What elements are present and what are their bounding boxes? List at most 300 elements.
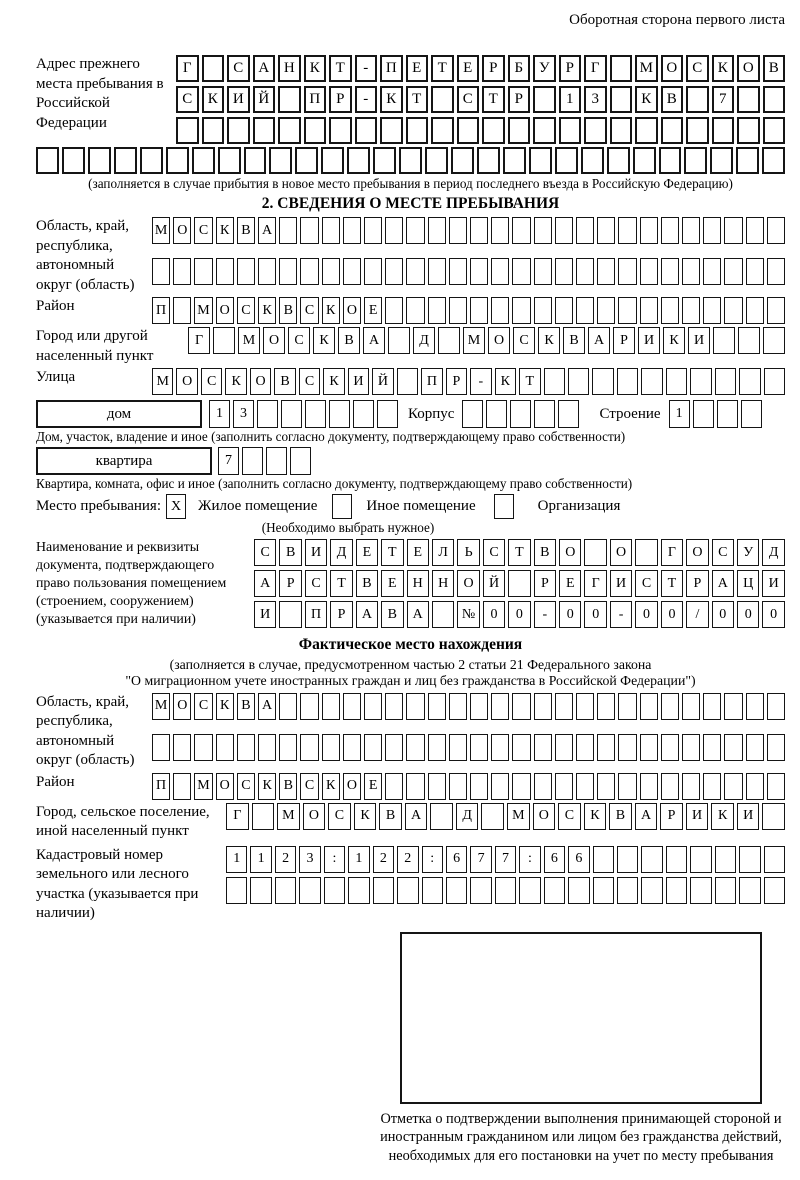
char-box[interactable]: [491, 773, 509, 800]
char-box[interactable]: [682, 693, 700, 720]
char-box[interactable]: [114, 147, 137, 174]
char-box[interactable]: С: [300, 297, 318, 324]
char-box[interactable]: [406, 217, 424, 244]
char-box[interactable]: [703, 734, 721, 761]
char-box[interactable]: М: [152, 217, 170, 244]
char-box[interactable]: [534, 400, 555, 428]
char-box[interactable]: А: [356, 601, 378, 628]
char-box[interactable]: [491, 297, 509, 324]
char-box[interactable]: [739, 846, 760, 873]
char-box[interactable]: О: [488, 327, 510, 354]
char-box[interactable]: [746, 734, 764, 761]
char-box[interactable]: [430, 803, 453, 830]
char-box[interactable]: [406, 693, 424, 720]
stay-type-checkbox-residential[interactable]: X: [166, 494, 186, 519]
char-box[interactable]: [300, 258, 318, 285]
char-box[interactable]: [666, 877, 687, 904]
char-box[interactable]: [724, 217, 742, 244]
char-box[interactable]: 2: [275, 846, 296, 873]
char-box[interactable]: [641, 846, 662, 873]
char-box[interactable]: [659, 147, 682, 174]
char-box[interactable]: Р: [613, 327, 635, 354]
char-box[interactable]: О: [686, 539, 708, 566]
char-box[interactable]: [576, 297, 594, 324]
char-box[interactable]: В: [381, 601, 403, 628]
char-box[interactable]: Т: [519, 368, 540, 395]
char-box[interactable]: [767, 773, 785, 800]
char-box[interactable]: [610, 86, 633, 113]
char-box[interactable]: [449, 258, 467, 285]
char-box[interactable]: А: [254, 570, 276, 597]
char-box[interactable]: Е: [406, 55, 429, 82]
char-box[interactable]: [661, 258, 679, 285]
char-box[interactable]: [593, 846, 614, 873]
char-box[interactable]: [576, 693, 594, 720]
char-box[interactable]: И: [688, 327, 710, 354]
char-box[interactable]: [173, 734, 191, 761]
char-box[interactable]: [377, 400, 398, 428]
char-box[interactable]: И: [610, 570, 632, 597]
char-box[interactable]: [661, 117, 684, 144]
char-box[interactable]: [682, 734, 700, 761]
house-type-box[interactable]: дом: [36, 400, 202, 428]
char-box[interactable]: [269, 147, 292, 174]
char-box[interactable]: [703, 773, 721, 800]
char-box[interactable]: 7: [218, 447, 239, 475]
char-box[interactable]: Д: [413, 327, 435, 354]
char-box[interactable]: [279, 693, 297, 720]
char-box[interactable]: [300, 734, 318, 761]
char-box[interactable]: [470, 734, 488, 761]
char-box[interactable]: В: [379, 803, 402, 830]
char-box[interactable]: С: [328, 803, 351, 830]
char-box[interactable]: [88, 147, 111, 174]
char-box[interactable]: [640, 773, 658, 800]
char-box[interactable]: [385, 217, 403, 244]
char-box[interactable]: [640, 297, 658, 324]
char-box[interactable]: [597, 693, 615, 720]
char-box[interactable]: 3: [584, 86, 607, 113]
char-box[interactable]: [449, 217, 467, 244]
char-box[interactable]: Ц: [737, 570, 759, 597]
char-box[interactable]: [763, 117, 786, 144]
char-box[interactable]: [610, 117, 633, 144]
char-box[interactable]: [724, 734, 742, 761]
char-box[interactable]: С: [635, 570, 657, 597]
char-box[interactable]: М: [635, 55, 658, 82]
char-box[interactable]: Й: [253, 86, 276, 113]
char-box[interactable]: [581, 147, 604, 174]
char-box[interactable]: [449, 734, 467, 761]
char-box[interactable]: [449, 693, 467, 720]
char-box[interactable]: [226, 877, 247, 904]
char-box[interactable]: М: [463, 327, 485, 354]
char-box[interactable]: /: [686, 601, 708, 628]
char-box[interactable]: 6: [568, 846, 589, 873]
char-box[interactable]: [397, 368, 418, 395]
char-box[interactable]: [428, 773, 446, 800]
char-box[interactable]: [470, 773, 488, 800]
char-box[interactable]: [617, 846, 638, 873]
char-box[interactable]: К: [216, 217, 234, 244]
char-box[interactable]: 3: [233, 400, 254, 428]
char-box[interactable]: [329, 400, 350, 428]
char-box[interactable]: [703, 297, 721, 324]
char-box[interactable]: [661, 297, 679, 324]
char-box[interactable]: Е: [407, 539, 429, 566]
char-box[interactable]: 0: [635, 601, 657, 628]
char-box[interactable]: [533, 86, 556, 113]
char-box[interactable]: -: [470, 368, 491, 395]
char-box[interactable]: [724, 773, 742, 800]
char-box[interactable]: [534, 258, 552, 285]
char-box[interactable]: [558, 400, 579, 428]
char-box[interactable]: Р: [279, 570, 301, 597]
char-box[interactable]: [406, 258, 424, 285]
char-box[interactable]: С: [194, 693, 212, 720]
char-box[interactable]: [385, 734, 403, 761]
char-box[interactable]: 0: [661, 601, 683, 628]
char-box[interactable]: [686, 117, 709, 144]
char-box[interactable]: [767, 217, 785, 244]
char-box[interactable]: [641, 368, 662, 395]
char-box[interactable]: К: [495, 368, 516, 395]
char-box[interactable]: [470, 258, 488, 285]
char-box[interactable]: [495, 877, 516, 904]
char-box[interactable]: К: [584, 803, 607, 830]
char-box[interactable]: 0: [584, 601, 606, 628]
char-box[interactable]: [618, 773, 636, 800]
char-box[interactable]: [635, 539, 657, 566]
char-box[interactable]: [618, 693, 636, 720]
char-box[interactable]: О: [173, 693, 191, 720]
char-box[interactable]: К: [202, 86, 225, 113]
char-box[interactable]: -: [355, 86, 378, 113]
char-box[interactable]: [278, 117, 301, 144]
char-box[interactable]: [406, 773, 424, 800]
char-box[interactable]: [213, 327, 235, 354]
char-box[interactable]: Е: [364, 297, 382, 324]
char-box[interactable]: [533, 117, 556, 144]
char-box[interactable]: [661, 734, 679, 761]
char-box[interactable]: О: [250, 368, 271, 395]
char-box[interactable]: [216, 258, 234, 285]
char-box[interactable]: [173, 773, 191, 800]
char-box[interactable]: Г: [584, 570, 606, 597]
char-box[interactable]: [449, 773, 467, 800]
char-box[interactable]: 0: [737, 601, 759, 628]
char-box[interactable]: [576, 258, 594, 285]
char-box[interactable]: М: [277, 803, 300, 830]
char-box[interactable]: [373, 877, 394, 904]
char-box[interactable]: [438, 327, 460, 354]
char-box[interactable]: [555, 773, 573, 800]
char-box[interactable]: [512, 297, 530, 324]
char-box[interactable]: [576, 734, 594, 761]
char-box[interactable]: [666, 846, 687, 873]
stay-type-checkbox-other[interactable]: [332, 494, 352, 519]
char-box[interactable]: Б: [508, 55, 531, 82]
char-box[interactable]: К: [538, 327, 560, 354]
char-box[interactable]: [510, 400, 531, 428]
char-box[interactable]: [724, 258, 742, 285]
char-box[interactable]: Т: [431, 55, 454, 82]
char-box[interactable]: Г: [584, 55, 607, 82]
char-box[interactable]: С: [254, 539, 276, 566]
char-box[interactable]: [477, 147, 500, 174]
char-box[interactable]: 1: [250, 846, 271, 873]
char-box[interactable]: [512, 258, 530, 285]
char-box[interactable]: А: [253, 55, 276, 82]
char-box[interactable]: Й: [372, 368, 393, 395]
char-box[interactable]: П: [304, 86, 327, 113]
char-box[interactable]: [406, 117, 429, 144]
char-box[interactable]: И: [305, 539, 327, 566]
char-box[interactable]: А: [258, 217, 276, 244]
char-box[interactable]: [364, 258, 382, 285]
char-box[interactable]: Т: [661, 570, 683, 597]
char-box[interactable]: С: [237, 297, 255, 324]
char-box[interactable]: 1: [348, 846, 369, 873]
char-box[interactable]: Г: [226, 803, 249, 830]
char-box[interactable]: О: [737, 55, 760, 82]
char-box[interactable]: Т: [482, 86, 505, 113]
char-box[interactable]: [764, 368, 785, 395]
char-box[interactable]: [385, 693, 403, 720]
char-box[interactable]: [508, 570, 530, 597]
char-box[interactable]: [422, 877, 443, 904]
char-box[interactable]: [491, 734, 509, 761]
char-box[interactable]: [355, 117, 378, 144]
char-box[interactable]: [597, 217, 615, 244]
char-box[interactable]: П: [421, 368, 442, 395]
char-box[interactable]: 0: [762, 601, 784, 628]
char-box[interactable]: М: [507, 803, 530, 830]
char-box[interactable]: М: [194, 773, 212, 800]
char-box[interactable]: В: [661, 86, 684, 113]
char-box[interactable]: Г: [661, 539, 683, 566]
char-box[interactable]: [491, 693, 509, 720]
char-box[interactable]: [218, 147, 241, 174]
char-box[interactable]: [529, 147, 552, 174]
char-box[interactable]: В: [279, 539, 301, 566]
char-box[interactable]: Р: [660, 803, 683, 830]
char-box[interactable]: [462, 400, 483, 428]
char-box[interactable]: [512, 217, 530, 244]
char-box[interactable]: [555, 258, 573, 285]
char-box[interactable]: 6: [544, 846, 565, 873]
char-box[interactable]: О: [343, 773, 361, 800]
char-box[interactable]: [244, 147, 267, 174]
char-box[interactable]: [512, 734, 530, 761]
char-box[interactable]: А: [258, 693, 276, 720]
char-box[interactable]: [380, 117, 403, 144]
char-box[interactable]: А: [712, 570, 734, 597]
char-box[interactable]: [406, 297, 424, 324]
char-box[interactable]: 1: [226, 846, 247, 873]
char-box[interactable]: [388, 327, 410, 354]
char-box[interactable]: [559, 117, 582, 144]
char-box[interactable]: [216, 734, 234, 761]
char-box[interactable]: [279, 217, 297, 244]
char-box[interactable]: [544, 368, 565, 395]
char-box[interactable]: [661, 773, 679, 800]
char-box[interactable]: [640, 693, 658, 720]
char-box[interactable]: [152, 258, 170, 285]
char-box[interactable]: -: [355, 55, 378, 82]
char-box[interactable]: :: [422, 846, 443, 873]
char-box[interactable]: [534, 773, 552, 800]
char-box[interactable]: [491, 217, 509, 244]
char-box[interactable]: Р: [508, 86, 531, 113]
char-box[interactable]: [406, 734, 424, 761]
char-box[interactable]: [661, 693, 679, 720]
char-box[interactable]: С: [201, 368, 222, 395]
char-box[interactable]: [666, 368, 687, 395]
char-box[interactable]: [534, 734, 552, 761]
char-box[interactable]: Д: [762, 539, 784, 566]
char-box[interactable]: [322, 258, 340, 285]
char-box[interactable]: С: [483, 539, 505, 566]
char-box[interactable]: 1: [669, 400, 690, 428]
char-box[interactable]: [710, 147, 733, 174]
char-box[interactable]: [618, 734, 636, 761]
char-box[interactable]: С: [712, 539, 734, 566]
char-box[interactable]: [519, 877, 540, 904]
char-box[interactable]: М: [152, 693, 170, 720]
char-box[interactable]: О: [303, 803, 326, 830]
char-box[interactable]: И: [254, 601, 276, 628]
char-box[interactable]: [640, 217, 658, 244]
char-box[interactable]: А: [363, 327, 385, 354]
char-box[interactable]: [290, 447, 311, 475]
char-box[interactable]: [584, 117, 607, 144]
char-box[interactable]: [425, 147, 448, 174]
char-box[interactable]: 0: [712, 601, 734, 628]
char-box[interactable]: С: [194, 217, 212, 244]
char-box[interactable]: Ь: [457, 539, 479, 566]
char-box[interactable]: [739, 368, 760, 395]
char-box[interactable]: [635, 117, 658, 144]
char-box[interactable]: [690, 877, 711, 904]
char-box[interactable]: Й: [483, 570, 505, 597]
char-box[interactable]: [428, 217, 446, 244]
char-box[interactable]: [278, 86, 301, 113]
char-box[interactable]: [275, 877, 296, 904]
char-box[interactable]: [257, 400, 278, 428]
char-box[interactable]: Г: [176, 55, 199, 82]
char-box[interactable]: А: [588, 327, 610, 354]
char-box[interactable]: С: [237, 773, 255, 800]
char-box[interactable]: И: [686, 803, 709, 830]
char-box[interactable]: [555, 147, 578, 174]
char-box[interactable]: О: [533, 803, 556, 830]
char-box[interactable]: [451, 147, 474, 174]
char-box[interactable]: [686, 86, 709, 113]
char-box[interactable]: [322, 734, 340, 761]
char-box[interactable]: [491, 258, 509, 285]
char-box[interactable]: [661, 217, 679, 244]
char-box[interactable]: [741, 400, 762, 428]
char-box[interactable]: К: [313, 327, 335, 354]
char-box[interactable]: [555, 217, 573, 244]
char-box[interactable]: [36, 147, 59, 174]
char-box[interactable]: К: [354, 803, 377, 830]
char-box[interactable]: К: [635, 86, 658, 113]
char-box[interactable]: С: [305, 570, 327, 597]
char-box[interactable]: [343, 734, 361, 761]
char-box[interactable]: Т: [508, 539, 530, 566]
char-box[interactable]: К: [322, 773, 340, 800]
char-box[interactable]: Е: [381, 570, 403, 597]
char-box[interactable]: И: [762, 570, 784, 597]
char-box[interactable]: [555, 693, 573, 720]
char-box[interactable]: [592, 368, 613, 395]
char-box[interactable]: [173, 297, 191, 324]
char-box[interactable]: №: [457, 601, 479, 628]
char-box[interactable]: 1: [559, 86, 582, 113]
char-box[interactable]: 0: [508, 601, 530, 628]
char-box[interactable]: [555, 297, 573, 324]
char-box[interactable]: Д: [330, 539, 352, 566]
char-box[interactable]: В: [763, 55, 786, 82]
char-box[interactable]: 1: [209, 400, 230, 428]
char-box[interactable]: [385, 773, 403, 800]
char-box[interactable]: [568, 368, 589, 395]
char-box[interactable]: [373, 147, 396, 174]
char-box[interactable]: И: [348, 368, 369, 395]
char-box[interactable]: [767, 297, 785, 324]
char-box[interactable]: К: [258, 297, 276, 324]
char-box[interactable]: 2: [373, 846, 394, 873]
char-box[interactable]: [321, 147, 344, 174]
char-box[interactable]: [576, 217, 594, 244]
char-box[interactable]: [712, 117, 735, 144]
char-box[interactable]: [237, 258, 255, 285]
char-box[interactable]: [364, 734, 382, 761]
char-box[interactable]: К: [712, 55, 735, 82]
char-box[interactable]: [762, 803, 785, 830]
char-box[interactable]: [512, 773, 530, 800]
char-box[interactable]: [446, 877, 467, 904]
char-box[interactable]: Е: [364, 773, 382, 800]
char-box[interactable]: М: [152, 368, 173, 395]
char-box[interactable]: П: [305, 601, 327, 628]
char-box[interactable]: [364, 693, 382, 720]
char-box[interactable]: 7: [712, 86, 735, 113]
char-box[interactable]: [385, 258, 403, 285]
char-box[interactable]: Т: [329, 55, 352, 82]
char-box[interactable]: В: [274, 368, 295, 395]
char-box[interactable]: О: [610, 539, 632, 566]
char-box[interactable]: П: [380, 55, 403, 82]
char-box[interactable]: О: [661, 55, 684, 82]
char-box[interactable]: [617, 368, 638, 395]
char-box[interactable]: [584, 539, 606, 566]
char-box[interactable]: К: [322, 297, 340, 324]
char-box[interactable]: [682, 217, 700, 244]
char-box[interactable]: [618, 258, 636, 285]
char-box[interactable]: [618, 297, 636, 324]
char-box[interactable]: Р: [482, 55, 505, 82]
char-box[interactable]: К: [323, 368, 344, 395]
char-box[interactable]: [703, 258, 721, 285]
char-box[interactable]: С: [558, 803, 581, 830]
char-box[interactable]: [166, 147, 189, 174]
char-box[interactable]: [348, 877, 369, 904]
char-box[interactable]: К: [380, 86, 403, 113]
char-box[interactable]: В: [534, 539, 556, 566]
